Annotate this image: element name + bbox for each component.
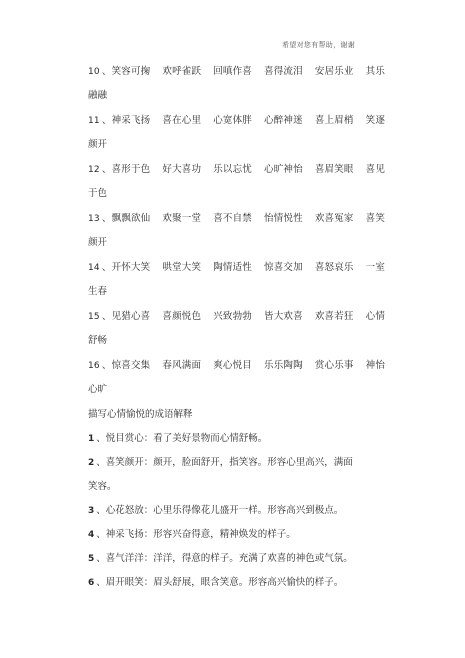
idiom-item: 喜笑 bbox=[365, 213, 386, 224]
idiom-group bbox=[88, 207, 388, 255]
idiom-item: 欢呼雀跃 bbox=[162, 66, 202, 77]
number-separator: 、 bbox=[101, 262, 112, 273]
idiom-item: 喜见 bbox=[365, 164, 386, 175]
number-separator: 、 bbox=[101, 360, 112, 371]
definition-number: 6 bbox=[88, 578, 95, 588]
idiom-item: 喜上眉梢 bbox=[314, 115, 354, 126]
number-separator: 、 bbox=[96, 457, 106, 468]
idiom-item: 笑容可掬 bbox=[111, 66, 151, 77]
definition-number: 4 bbox=[88, 530, 95, 540]
idiom-item: 笑逐 bbox=[365, 115, 386, 126]
definition-text: 眉开眼笑：眉头舒展，眼含笑意。形容高兴愉快的样子。 bbox=[105, 577, 344, 588]
idiom-item: 回嗔作喜 bbox=[213, 66, 252, 77]
idiom-item: 爽心悦目 bbox=[213, 360, 252, 371]
definition-text: 喜笑颜开：颜开，脸面舒开，指笑容。形容心里高兴，满面 bbox=[105, 457, 353, 468]
number-separator: 、 bbox=[101, 164, 112, 175]
idiom-item: 喜在心里 bbox=[162, 115, 202, 126]
idiom-item: 心情 bbox=[365, 311, 386, 322]
header-note: 希望对您有帮助，谢谢 bbox=[282, 41, 355, 49]
idiom-item: 其乐 bbox=[365, 66, 386, 77]
number-separator: 、 bbox=[96, 577, 106, 588]
idiom-line bbox=[88, 305, 388, 329]
idiom-item: 喜眉笑眼 bbox=[314, 164, 354, 175]
idiom-group-number: 10 bbox=[88, 67, 100, 77]
idiom-item: 欢聚一堂 bbox=[162, 213, 202, 224]
idiom-group-number: 13 bbox=[88, 214, 100, 224]
idiom-item: 乐乐陶陶 bbox=[264, 360, 303, 371]
idiom-line bbox=[88, 158, 388, 182]
number-separator: 、 bbox=[101, 115, 112, 126]
idiom-group bbox=[88, 354, 388, 402]
idiom-continuation: 于色 bbox=[88, 188, 108, 199]
idiom-item: 开怀大笑 bbox=[111, 262, 151, 273]
definition-number: 2 bbox=[88, 458, 95, 468]
idiom-item: 心旷神怡 bbox=[264, 164, 303, 175]
idiom-item: 惊喜交集 bbox=[111, 360, 151, 371]
definition-item bbox=[88, 499, 388, 523]
idiom-item: 喜得流泪 bbox=[264, 66, 303, 77]
idiom-item: 神怡 bbox=[365, 360, 386, 371]
definition-item bbox=[88, 571, 388, 595]
idiom-item: 欢喜若狂 bbox=[314, 311, 354, 322]
idiom-line bbox=[88, 207, 388, 231]
idiom-item: 喜怒哀乐 bbox=[314, 262, 354, 273]
idiom-group-number: 16 bbox=[88, 361, 100, 371]
idiom-item: 惊喜交加 bbox=[264, 262, 303, 273]
idiom-group bbox=[88, 305, 388, 353]
document-body bbox=[88, 60, 388, 595]
idiom-item: 喜不自禁 bbox=[213, 213, 252, 224]
idiom-group bbox=[88, 60, 388, 108]
idiom-item: 赏心乐事 bbox=[314, 360, 354, 371]
definition-text: 悦目赏心：看了美好景物而心情舒畅。 bbox=[105, 433, 268, 444]
idiom-item: 陶情适性 bbox=[213, 262, 252, 273]
number-separator: 、 bbox=[96, 433, 106, 444]
number-separator: 、 bbox=[96, 505, 106, 516]
definition-list bbox=[88, 427, 388, 595]
definition-item bbox=[88, 451, 388, 475]
idiom-list bbox=[88, 60, 388, 402]
idiom-continuation: 颜开 bbox=[88, 139, 108, 150]
definition-text: 喜气洋洋：洋洋，得意的样子。充满了欢喜的神色或气氛。 bbox=[105, 553, 353, 564]
idiom-group bbox=[88, 256, 388, 304]
idiom-item: 心宽体胖 bbox=[213, 115, 252, 126]
idiom-item: 怡情悦性 bbox=[264, 213, 303, 224]
idiom-item: 喜形于色 bbox=[111, 164, 151, 175]
idiom-item: 兴致勃勃 bbox=[213, 311, 252, 322]
idiom-group bbox=[88, 158, 388, 206]
idiom-item: 春风满面 bbox=[162, 360, 202, 371]
idiom-item: 神采飞扬 bbox=[111, 115, 151, 126]
idiom-continuation: 生春 bbox=[88, 286, 108, 297]
definition-number: 3 bbox=[88, 506, 95, 516]
definition-item bbox=[88, 427, 388, 451]
section-title: 描写心情愉悦的成语解释 bbox=[88, 409, 193, 420]
definition-continuation: 笑容。 bbox=[88, 481, 117, 492]
number-separator: 、 bbox=[96, 529, 106, 540]
number-separator: 、 bbox=[101, 66, 112, 77]
definition-number: 1 bbox=[88, 434, 95, 444]
number-separator: 、 bbox=[96, 553, 106, 564]
idiom-item: 乐以忘忧 bbox=[213, 164, 252, 175]
idiom-line bbox=[88, 354, 388, 378]
idiom-continuation: 融融 bbox=[88, 90, 108, 101]
idiom-line bbox=[88, 109, 388, 133]
number-separator: 、 bbox=[101, 213, 112, 224]
idiom-group-number: 15 bbox=[88, 312, 100, 322]
idiom-group-number: 14 bbox=[88, 263, 100, 273]
definition-text: 神采飞扬：形容兴奋得意，精神焕发的样子。 bbox=[105, 529, 296, 540]
idiom-item: 一室 bbox=[365, 262, 386, 273]
idiom-line bbox=[88, 60, 388, 84]
idiom-continuation: 心旷 bbox=[88, 384, 108, 395]
definition-text: 心花怒放：心里乐得像花儿盛开一样。形容高兴到极点。 bbox=[105, 505, 344, 516]
idiom-item: 心醉神迷 bbox=[264, 115, 303, 126]
idiom-continuation: 颜开 bbox=[88, 237, 108, 248]
idiom-item: 好大喜功 bbox=[162, 164, 202, 175]
idiom-item: 皆大欢喜 bbox=[264, 311, 303, 322]
idiom-item: 安居乐业 bbox=[314, 66, 354, 77]
idiom-group-number: 12 bbox=[88, 165, 100, 175]
definition-item bbox=[88, 523, 388, 547]
idiom-line bbox=[88, 256, 388, 280]
idiom-group-number: 11 bbox=[88, 116, 100, 126]
idiom-continuation: 舒畅 bbox=[88, 335, 108, 346]
idiom-item: 欢喜冤家 bbox=[314, 213, 354, 224]
idiom-group bbox=[88, 109, 388, 157]
idiom-item: 飘飘欲仙 bbox=[111, 213, 151, 224]
idiom-item: 喜颜悦色 bbox=[162, 311, 202, 322]
idiom-item: 哄堂大笑 bbox=[162, 262, 202, 273]
definition-number: 5 bbox=[88, 554, 95, 564]
definition-item bbox=[88, 547, 388, 571]
number-separator: 、 bbox=[101, 311, 112, 322]
idiom-item: 见猎心喜 bbox=[111, 311, 151, 322]
